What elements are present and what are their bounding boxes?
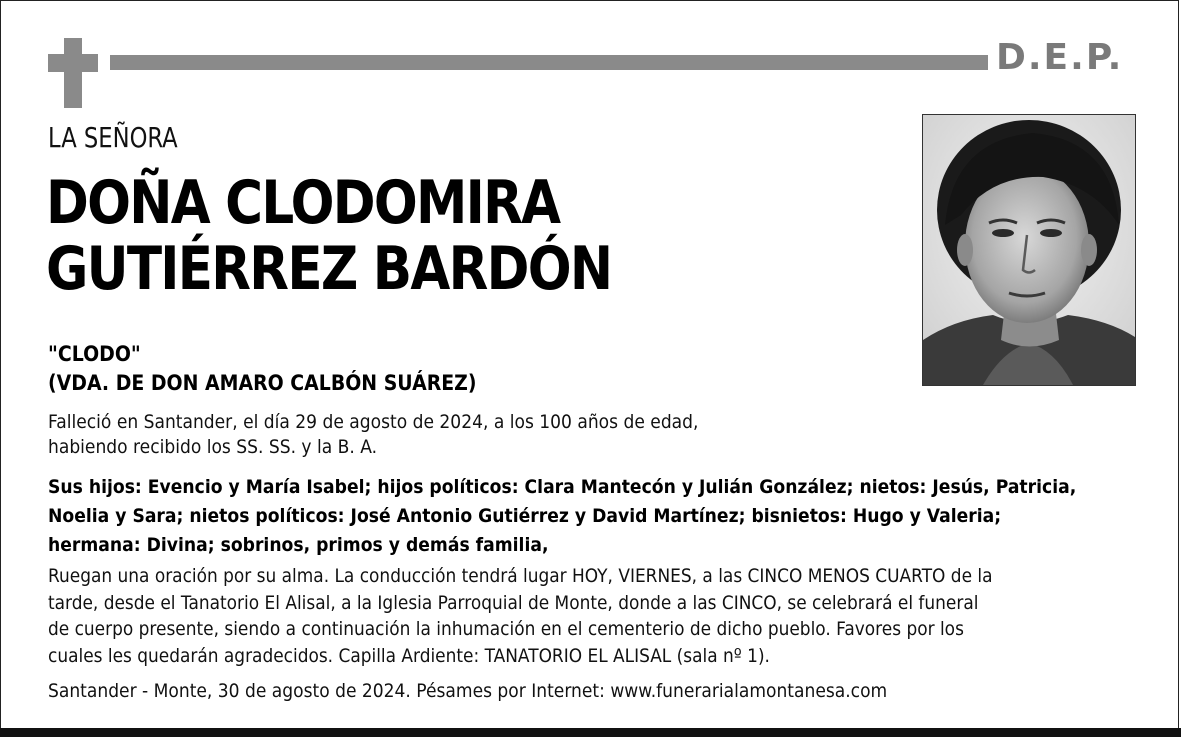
family-line: Noelia y Sara; nietos políticos: José Antonio Gutiérrez y David Martínez; bisnietos: Hugo y Valeria; [48,505,1002,527]
widow-of: (VDA. DE DON AMARO CALBÓN SUÁREZ) [48,371,477,395]
cross-icon [64,38,82,108]
service-line: cuales les quedarán agradecidos. Capilla Ardiente: TANATORIO EL ALISAL (sala nº 1). [48,644,770,667]
bottom-border [0,728,1181,737]
portrait-photo [922,114,1136,386]
intro-label: LA SEÑORA [48,121,178,154]
service-details [48,563,1120,669]
death-line: Falleció en Santander, el día 29 de agosto de 2024, a los 100 años de edad, [48,411,699,433]
service-line: tarde, desde el Tanatorio El Alisal, a la Iglesia Parroquial de Monte, donde a las CINCO, se celebrará el funeral [48,591,979,614]
service-line: de cuerpo presente, siendo a continuación la inhumación en el cementerio de dicho pueblo. Favores por los [48,618,964,640]
portrait-image [923,115,1135,385]
nickname: "CLODO" [48,342,141,366]
nickname-block [48,340,477,398]
family-line: hermana: Divina; sobrinos, primos y demás familia, [48,534,549,556]
dep-label: D.E.P. [996,37,1124,78]
death-line: habiendo recibido los SS. SS. y la B. A. [48,436,378,458]
header-rule [110,55,988,70]
footer-line: Santander - Monte, 30 de agosto de 2024. Pésames por Internet: www.funerarialamontanesa.com [48,680,888,702]
cross-icon-arm [48,54,98,72]
name-line: GUTIÉRREZ BARDÓN [46,234,612,304]
family-line: Sus hijos: Evencio y María Isabel; hijos políticos: Clara Mantecón y Julián González; nietos: Jesús, Patricia, [48,476,1077,498]
death-details [48,410,698,460]
deceased-name [46,170,611,302]
family-list [48,473,1107,560]
name-line: DOÑA CLODOMIRA [46,168,560,238]
service-line: Ruegan una oración por su alma. La conducción tendrá lugar HOY, VIERNES, a las CINCO MENOS CUARTO de la [48,565,993,587]
